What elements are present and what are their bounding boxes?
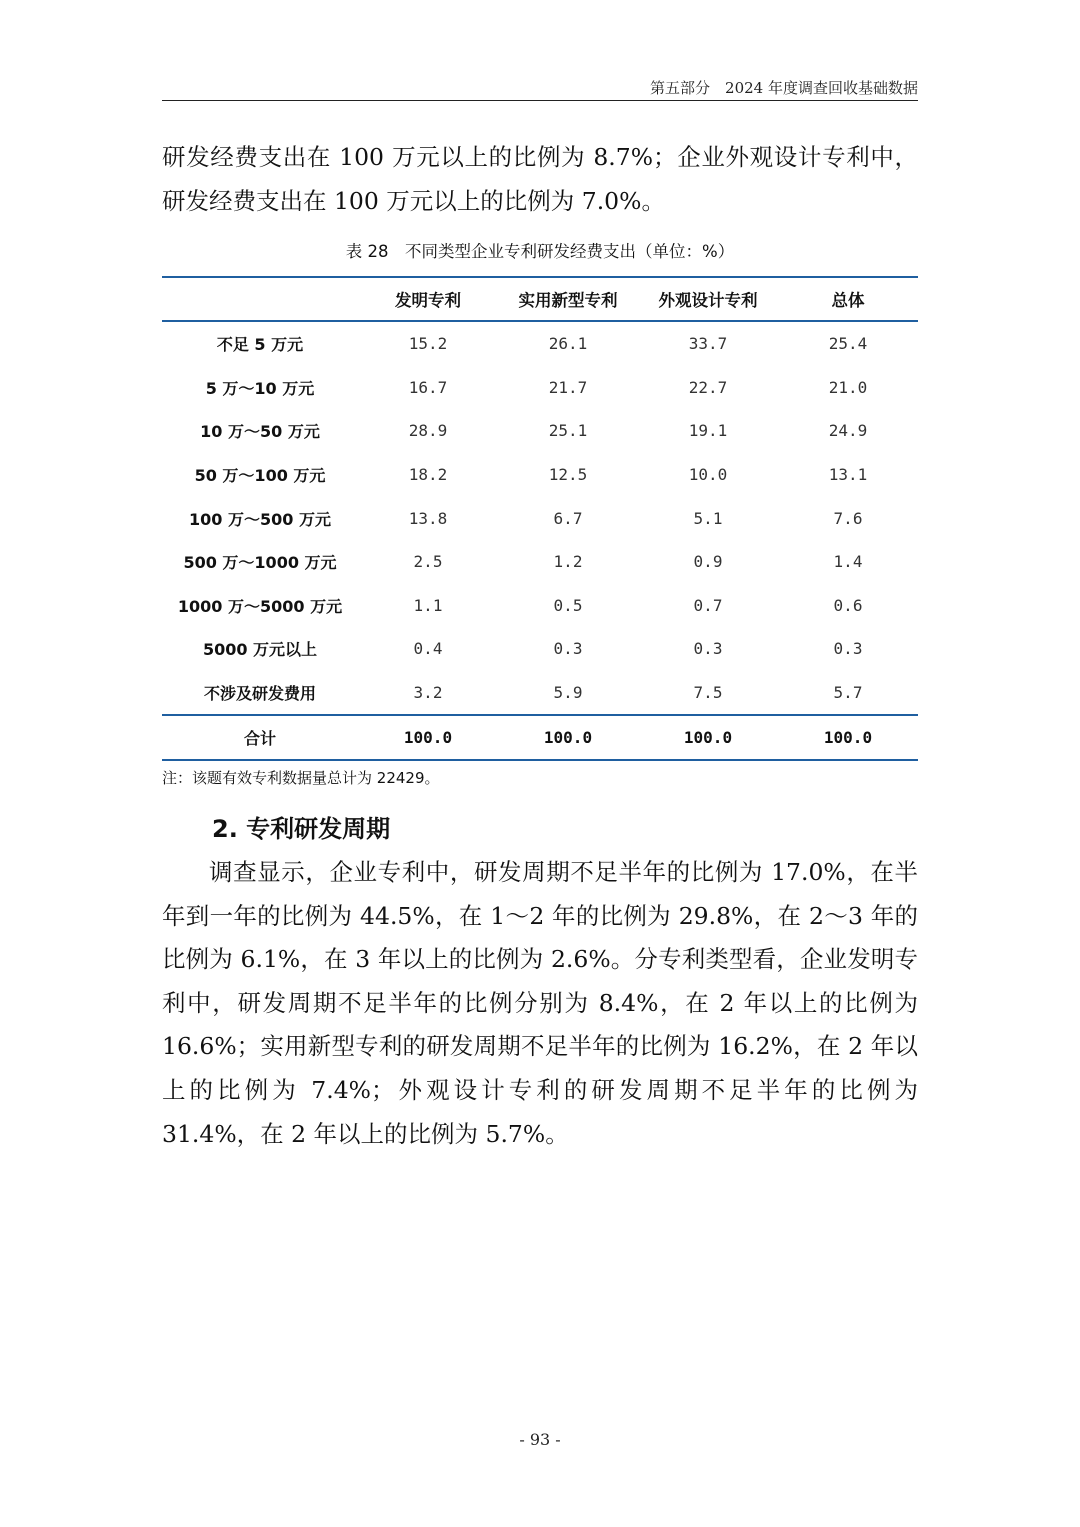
total-cell: 100.0: [778, 715, 918, 760]
row-label: 500 万～1000 万元: [183, 553, 337, 573]
table-cell: 21.7: [548, 377, 588, 397]
intro-paragraph: 研发经费支出在 100 万元以上的比例为 8.7%；企业外观设计专利中，研发经费支出在 100 万元以上的比例为 7.0%。: [162, 143, 918, 215]
table-row: [162, 627, 918, 671]
table-row: [162, 496, 918, 540]
table-row: [162, 671, 918, 716]
table-cell: 0.6: [833, 595, 863, 615]
column-header: 总体: [778, 277, 918, 321]
column-header: 外观设计专利: [638, 277, 778, 321]
total-cell: 100.0: [638, 715, 778, 760]
table-cell: 7.6: [833, 508, 863, 528]
table-cell: 25.1: [548, 421, 588, 441]
table-cell: 0.3: [553, 639, 583, 659]
table-cell: 22.7: [688, 377, 728, 397]
table-cell: 0.4: [413, 639, 443, 659]
table-row: [162, 540, 918, 584]
page-number: - 93 -: [519, 1430, 561, 1449]
table-total-row: [162, 715, 918, 760]
table-cell: 1.4: [833, 552, 863, 572]
table-cell: 5.7: [833, 683, 863, 703]
row-label: 50 万～100 万元: [194, 466, 326, 486]
row-label: 不涉及研发费用: [203, 684, 316, 704]
table-cell: 0.5: [553, 595, 583, 615]
table-cell: 18.2: [408, 465, 448, 485]
table-cell: 0.3: [693, 639, 723, 659]
table-cell: 1.2: [553, 552, 583, 572]
table-cell: 7.5: [693, 683, 723, 703]
table-cell: 16.7: [408, 377, 448, 397]
column-header: [162, 277, 358, 321]
table-cell: 2.5: [413, 552, 443, 572]
table-cell: 0.3: [833, 639, 863, 659]
total-label: 合计: [162, 715, 358, 760]
total-cell: 100.0: [358, 715, 498, 760]
table-header-row: [162, 277, 918, 321]
table-row: [162, 453, 918, 497]
table-cell: 13.1: [828, 465, 868, 485]
table-cell: 1.1: [413, 595, 443, 615]
running-header: 第五部分 2024 年度调查回收基础数据: [162, 76, 918, 101]
table-row: [162, 321, 918, 366]
table-caption: 表 28 不同类型企业专利研发经费支出（单位：%）: [345, 242, 735, 261]
table-row: [162, 584, 918, 628]
table-cell: 5.9: [553, 683, 583, 703]
table-cell: 13.8: [408, 508, 448, 528]
row-label: 5 万～10 万元: [205, 378, 315, 398]
table-cell: 10.0: [688, 465, 728, 485]
table-cell: 0.9: [693, 552, 723, 572]
table-cell: 19.1: [688, 421, 728, 441]
row-label: 不足 5 万元: [216, 335, 304, 355]
section-paragraph: 调查显示，企业专利中，研发周期不足半年的比例为 17.0%，在半年到一年的比例为 44.5%，在 1～2 年的比例为 29.8%，在 2～3 年的比例为 6.1%，在 3 年以上的比例为 2.6%。分专利类型看，企业发明专利中，研发周期不足半年的比例分别为 8.4%，在 2 年以上的比例为 16.6%；实用新型专利的研发周期不足半年的比例为 16.2%，在 2 年以上的比例为 7.4%；外观设计专利的研发周期不足半年的比例为 31.4%，在 2 年以上的比例为 5.7%。: [162, 858, 918, 1148]
table-cell: 12.5: [548, 465, 588, 485]
section-heading: 2. 专利研发周期: [212, 815, 391, 843]
table-cell: 25.4: [828, 334, 868, 354]
table-note: 注：该题有效专利数据量总计为 22429。: [162, 769, 440, 787]
table-cell: 28.9: [408, 421, 448, 441]
table-cell: 15.2: [408, 334, 448, 354]
table-cell: 5.1: [693, 508, 723, 528]
column-header: 实用新型专利: [498, 277, 638, 321]
row-label: 100 万～500 万元: [189, 509, 331, 529]
row-label: 1000 万～5000 万元: [177, 596, 343, 616]
table-cell: 0.7: [693, 595, 723, 615]
total-cell: 100.0: [498, 715, 638, 760]
table-cell: 3.2: [413, 683, 443, 703]
table-cell: 21.0: [828, 377, 868, 397]
table-row: [162, 409, 918, 453]
row-label: 10 万～50 万元: [200, 422, 320, 442]
table-cell: 6.7: [553, 508, 583, 528]
rd-expense-table: [162, 276, 918, 761]
row-label: 5000 万元以上: [202, 640, 318, 660]
column-header: 发明专利: [358, 277, 498, 321]
table-cell: 26.1: [548, 334, 588, 354]
table-cell: 24.9: [828, 421, 868, 441]
table-cell: 33.7: [688, 334, 728, 354]
table-row: [162, 366, 918, 410]
